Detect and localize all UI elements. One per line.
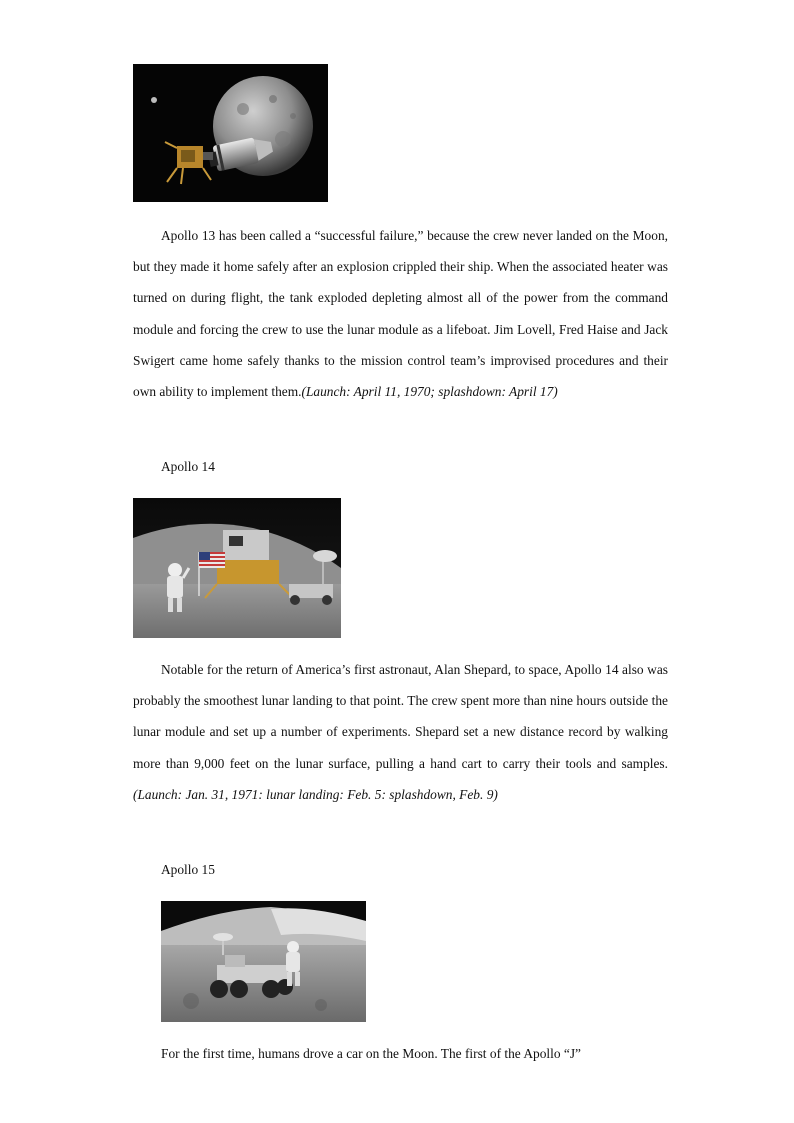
apollo15-lunar-rover-image — [161, 901, 366, 1022]
apollo14-astronaut-flag-image — [133, 498, 341, 638]
apollo14-paragraph — [133, 654, 668, 810]
apollo-spacecraft-moon-image — [133, 64, 328, 202]
apollo14-heading: Apollo 14 — [161, 459, 215, 474]
apollo15-paragraph — [133, 1038, 668, 1069]
apollo15-heading: Apollo 15 — [161, 862, 215, 877]
apollo15-body-text: For the first time, humans drove a car on the Moon. The first of the Apollo “J” — [161, 1046, 581, 1061]
apollo14-body-text: Notable for the return of America’s first astronaut, Alan Shepard, to space, Apollo 14 also was probably the smoothest lunar landing to that point. The crew spent more than nine hours outside the lunar module and set up a number of experiments. Shepard set a new distance record by walking more than 9,000 feet on the lunar surface, pulling a hand cart to carry their tools and samples. — [133, 662, 668, 771]
apollo13-body-text: Apollo 13 has been called a “successful failure,” because the crew never landed on the Moon, but they made it home safely after an explosion crippled their ship. When the associated heater was turned on during flight, the tank exploded depleting almost all of the power from the command module and forcing the crew to use the lunar module as a lifeboat. Jim Lovell, Fred Haise and Jack Swigert came home safely thanks to the mission control team’s improvised procedures and their own ability to implement them. — [133, 228, 668, 400]
apollo14-dates-text: (Launch: Jan. 31, 1971: lunar landing: Feb. 5: splashdown, Feb. 9) — [133, 786, 498, 802]
apollo13-dates-text: (Launch: April 11, 1970; splashdown: April 17) — [301, 384, 558, 400]
apollo13-paragraph — [133, 220, 668, 407]
